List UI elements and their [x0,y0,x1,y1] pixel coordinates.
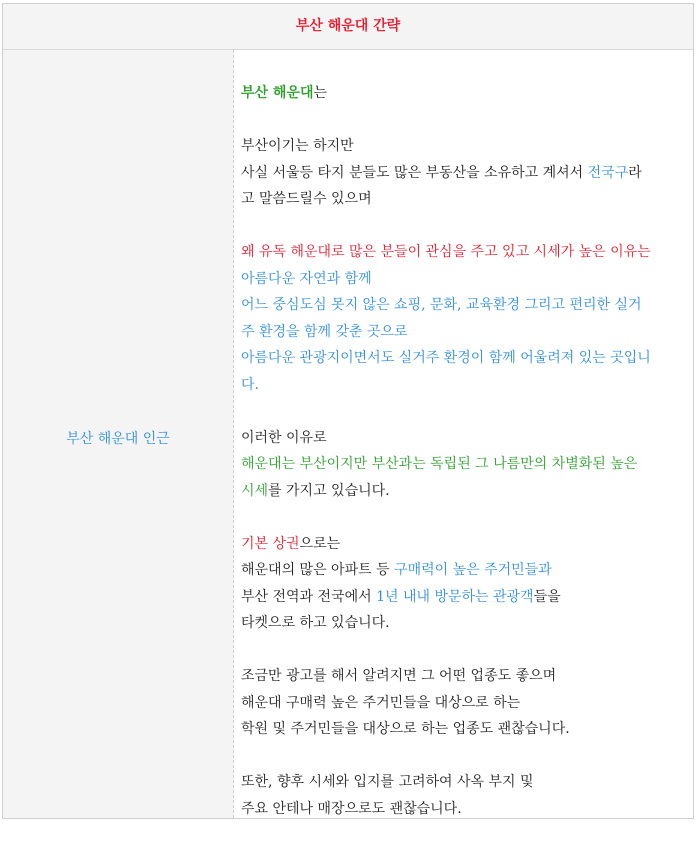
text-line [241,160,681,187]
text-segment: 부산이기는 하지만 [241,138,354,154]
text-segment: 들을 [533,588,561,605]
text-line [241,319,681,346]
text-segment: 주요 안테나 매장으로도 괜찮습니다. [241,800,462,817]
label-column [3,50,234,818]
text-line [241,266,681,293]
text-segment: 학원 및 주거민들을 대상으로 하는 업종도 괜찮습니다. [241,721,570,737]
text-segment: 어느 중심도심 못지 않은 쇼핑, 문화, 교육환경 그리고 편리한 실거 [241,297,642,313]
text-segment: 아름다운 관광지이면서도 실거주 환경이 함께 어울려져 있는 곳입니 [241,350,651,366]
text-segment: 주 환경을 함께 갖춘 곳으로 [241,323,408,340]
text-segment: 고 말씀드릴수 있으며 [241,191,372,207]
text-line [241,372,681,399]
paragraph [241,531,681,637]
text-segment: 1년 내내 방문하는 관광객 [376,588,534,605]
header-title: 부산 해운대 간략 [295,18,401,34]
text-line [241,478,681,505]
text-line [241,80,681,107]
text-line [241,292,681,319]
text-line [241,133,681,160]
text-segment: 해운대 구매력 높은 주거민들을 대상으로 하는 [241,694,521,711]
text-segment: 조금만 광고를 해서 알려지면 그 어떤 업종도 좋으며 [241,668,557,684]
paragraph [241,239,681,398]
text-segment: 왜 유독 해운대로 많은 분들이 관심을 주고 있고 시세가 높은 이유는 [241,244,651,260]
text-segment: 시세 [241,482,269,499]
text-segment: 해운대의 많은 아파트 등 [241,562,395,578]
text-segment: 사실 서울등 타지 분들도 많은 부동산을 소유하고 계셔서 [241,164,588,181]
text-line [241,716,681,743]
text-line [241,557,681,584]
text-segment: 전국구 [587,164,629,181]
text-line [241,663,681,690]
table-header [3,4,693,50]
text-line [241,239,681,266]
text-segment: 부산 전역과 전국에서 [241,588,377,605]
text-segment: 기본 상권 [241,535,300,552]
description-content [241,80,681,849]
text-segment: 타켓으로 하고 있습니다. [241,615,390,631]
row-label: 부산 해운대 인근 [66,431,170,447]
text-segment: 는 [313,85,328,101]
text-segment: 다. [241,376,259,393]
paragraph [241,133,681,213]
paragraph [241,769,681,822]
text-line [241,345,681,372]
text-line [241,531,681,558]
text-line [241,610,681,637]
text-segment: 또한, 향후 시세와 입지를 고려하여 사옥 부지 및 [241,774,534,790]
text-segment: 해운대는 부산이지만 부산과는 독립된 그 나름만의 차별화된 높은 [241,456,638,472]
text-line [241,425,681,452]
text-segment: 아름다운 자연과 함께 [241,270,372,287]
text-line [241,451,681,478]
text-segment: 이러한 이유로 [241,429,327,446]
paragraph [241,80,681,107]
text-segment: 부산 해운대 [241,85,314,101]
paragraph [241,663,681,743]
text-line [241,769,681,796]
text-segment: 으로는 [299,535,341,552]
text-line [241,690,681,717]
text-line [241,186,681,213]
text-segment: 라 [628,164,642,181]
text-segment: 구매력이 높은 주거민들과 [394,562,552,578]
text-line [241,796,681,823]
paragraph [241,425,681,505]
text-line [241,584,681,611]
text-segment: 를 가지고 있습니다. [268,482,390,499]
